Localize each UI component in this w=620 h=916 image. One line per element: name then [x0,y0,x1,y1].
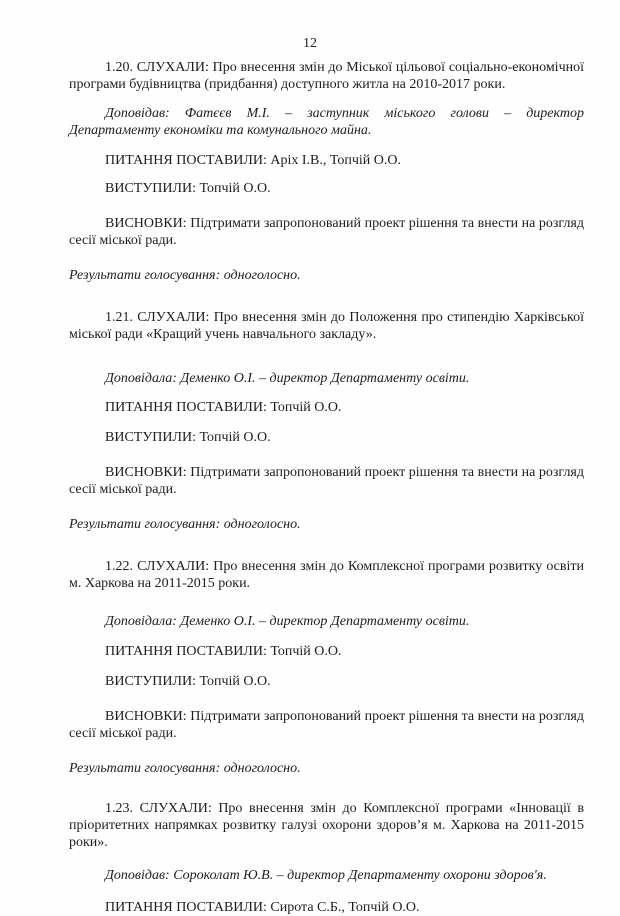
minutes-content [69,59,584,916]
item-questions-1-22: ПИТАННЯ ПОСТАВИЛИ: Топчій О.О. [105,644,342,659]
item-conclusions-1-20: ВИСНОВКИ: Підтримати запропонований проект рішення та внести на розгляд сесії міської ради. [69,216,584,248]
item-spoke-1-21: ВИСТУПИЛИ: Топчій О.О. [105,430,271,445]
item-questions-1-23: ПИТАННЯ ПОСТАВИЛИ: Сирота С.Б., Топчій О.О. [105,900,420,915]
item-spoke-1-20: ВИСТУПИЛИ: Топчій О.О. [105,181,271,196]
item-heard-1-20: 1.20. СЛУХАЛИ: Про внесення змін до Міської цільової соціально-економічної програми будівництва (придбання) доступного житла на 2010-2017 роки. [69,60,584,92]
item-speaker-1-22: Доповідала: Деменко О.І. – директор Департаменту освіти. [105,614,470,629]
item-conclusions-1-22: ВИСНОВКИ: Підтримати запропонований проект рішення та внести на розгляд сесії міської ради. [69,709,584,741]
item-conclusions-1-21: ВИСНОВКИ: Підтримати запропонований проект рішення та внести на розгляд сесії міської ради. [69,465,584,497]
item-vote-1-20: Результати голосування: одноголосно. [69,268,301,283]
item-spoke-1-22: ВИСТУПИЛИ: Топчій О.О. [105,674,271,689]
item-heard-1-21: 1.21. СЛУХАЛИ: Про внесення змін до Положення про стипендію Харківської міської ради «Кращий учень навчального закладу». [69,310,584,342]
item-questions-1-20: ПИТАННЯ ПОСТАВИЛИ: Аріх І.В., Топчій О.О. [105,153,402,168]
item-vote-1-21: Результати голосування: одноголосно. [69,517,301,532]
item-vote-1-22: Результати голосування: одноголосно. [69,761,301,776]
item-heard-1-23: 1.23. СЛУХАЛИ: Про внесення змін до Комплексної програми «Інновації в пріоритетних напрямках розвитку галузі охорони здоров’я м. Харкова на 2011-2015 роки». [69,801,584,850]
item-speaker-1-21: Доповідала: Деменко О.І. – директор Департаменту освіти. [105,371,470,386]
item-heard-1-22: 1.22. СЛУХАЛИ: Про внесення змін до Комплексної програми розвитку освіти м. Харкова на 2011-2015 роки. [69,559,584,591]
item-questions-1-21: ПИТАННЯ ПОСТАВИЛИ: Топчій О.О. [105,400,342,415]
item-speaker-1-20: Доповідав: Фатєєв М.І. – заступник міського голови – директор Департаменту економіки та комунального майна. [69,106,584,138]
page-number: 12 [303,36,317,51]
item-speaker-1-23: Доповідав: Сороколат Ю.В. – директор Департаменту охорони здоров'я. [105,868,547,883]
